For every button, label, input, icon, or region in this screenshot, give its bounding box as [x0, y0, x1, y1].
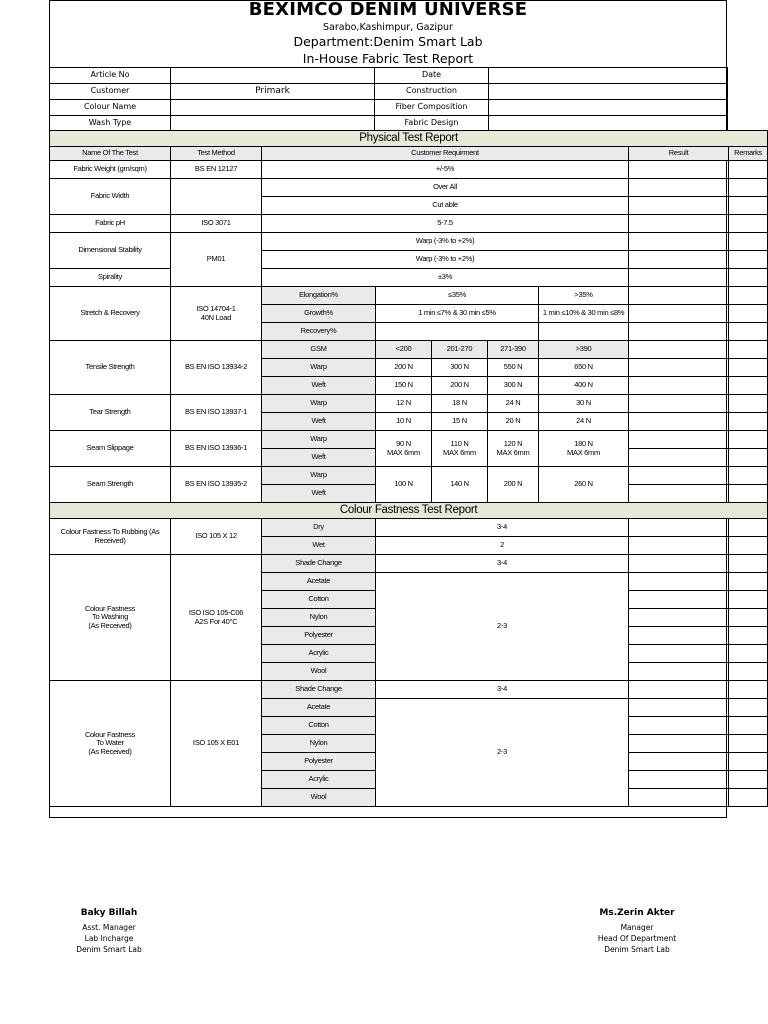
warp-label: Warp — [262, 431, 376, 449]
table-row — [50, 233, 768, 251]
seam-strength-method: BS EN ISO 13935-2 — [171, 467, 262, 503]
remarks-cell — [729, 699, 768, 717]
column-header-row — [50, 147, 768, 161]
fibre-label: Polyester — [262, 627, 376, 645]
result-cell — [629, 287, 729, 305]
fibre-label: Cotton — [262, 591, 376, 609]
col-test-method: Test Method — [171, 147, 262, 161]
result-cell — [629, 449, 729, 467]
fiber-composition-label: Fiber Composition — [375, 100, 489, 116]
result-cell — [629, 591, 729, 609]
shade-change-label: Shade Change — [262, 555, 376, 573]
fabric-width-method — [171, 179, 262, 215]
fibre-label: Nylon — [262, 609, 376, 627]
remarks-cell — [729, 519, 768, 537]
result-cell — [629, 215, 729, 233]
table-row — [50, 161, 768, 179]
table-row — [50, 269, 768, 287]
remarks-cell — [729, 323, 768, 341]
remarks-cell — [729, 395, 768, 413]
tensile-warp-value: 300 N — [432, 359, 488, 377]
slippage-force: 120 N — [503, 439, 523, 449]
fabric-width-req-cutable: Cut able — [262, 197, 629, 215]
table-row — [50, 341, 768, 359]
article-no-value — [171, 68, 375, 84]
fabric-weight-label: Fabric Weight (gm/sqm) — [50, 161, 171, 179]
fiber-composition-value — [489, 100, 728, 116]
rubbing-method: ISO 105 X 12 — [171, 519, 262, 555]
weft-label: Weft — [262, 449, 376, 467]
slippage-max: MAX 6mm — [496, 447, 530, 457]
remarks-cell — [729, 555, 768, 573]
wet-label: Wet — [262, 537, 376, 555]
seam-value: 200 N — [488, 467, 539, 503]
signer-title: Asst. Manager — [82, 923, 136, 932]
remarks-cell — [729, 609, 768, 627]
result-cell — [629, 251, 729, 269]
tear-strength-method: BS EN ISO 13937-1 — [171, 395, 262, 431]
customer-label: Customer — [50, 84, 171, 100]
stretch-recovery-label: Stretch & Recovery — [50, 287, 171, 341]
slippage-max: MAX 6mm — [387, 447, 420, 457]
result-cell — [629, 663, 729, 681]
fibre-label: Nylon — [262, 735, 376, 753]
tensile-warp-value: 550 N — [488, 359, 539, 377]
fibre-label: Acetate — [262, 573, 376, 591]
fabric-ph-label: Fabric pH — [50, 215, 171, 233]
table-row — [50, 215, 768, 233]
table-row — [50, 287, 768, 305]
fabric-weight-req: +/-5% — [262, 161, 629, 179]
tensile-strength-label: Tensile Strength — [50, 341, 171, 395]
table-row — [50, 395, 768, 413]
slippage-value — [432, 431, 488, 467]
stretch-recovery-method — [171, 287, 262, 341]
slippage-force: 180 N — [574, 439, 593, 449]
tear-warp-value: 18 N — [432, 395, 488, 413]
dry-label: Dry — [262, 519, 376, 537]
result-cell — [629, 645, 729, 663]
washing-line-2: To Washing — [92, 612, 128, 622]
result-cell — [629, 359, 729, 377]
tensile-weft-value: 150 N — [376, 377, 432, 395]
water-line-2: To Water — [96, 738, 124, 748]
col-result: Result — [629, 147, 729, 161]
report-title: In-House Fabric Test Report — [302, 51, 474, 66]
construction-label: Construction — [375, 84, 489, 100]
recovery-value-1 — [376, 323, 539, 341]
tensile-weft-value: 200 N — [432, 377, 488, 395]
fabric-width-req-overall: Over All — [262, 179, 629, 197]
remarks-cell — [729, 197, 768, 215]
signer-role: Head Of Department — [597, 934, 677, 943]
signature-left — [54, 908, 164, 955]
fabric-weight-method: BS EN 12127 — [171, 161, 262, 179]
result-cell — [629, 377, 729, 395]
remarks-cell — [729, 377, 768, 395]
result-cell — [629, 197, 729, 215]
fabric-ph-req: 5-7.5 — [262, 215, 629, 233]
washing-method — [171, 555, 262, 681]
col-customer-requirement: Customer Requirment — [262, 147, 629, 161]
tear-strength-label: Tear Strength — [50, 395, 171, 431]
remarks-cell — [729, 341, 768, 359]
result-cell — [629, 537, 729, 555]
signer-title: Manager — [620, 923, 654, 932]
result-cell — [629, 771, 729, 789]
remarks-cell — [729, 161, 768, 179]
fibre-label: Acetate — [262, 699, 376, 717]
dimensional-stability-label: Dimensional Stability — [50, 233, 171, 269]
rubbing-line-2: Received) — [94, 535, 126, 545]
result-cell — [629, 753, 729, 771]
washing-line-1: Colour Fastness — [84, 604, 136, 614]
table-row — [50, 681, 768, 699]
seam-slippage-method: BS EN ISO 13936-1 — [171, 431, 262, 467]
fibre-label: Wool — [262, 663, 376, 681]
slippage-value — [539, 431, 629, 467]
remarks-cell — [729, 753, 768, 771]
fibre-label: Acrylic — [262, 645, 376, 663]
result-cell — [629, 323, 729, 341]
slippage-value — [376, 431, 432, 467]
report-sheet — [49, 0, 762, 818]
gsm-range-3: 271-390 — [488, 341, 539, 359]
remarks-cell — [729, 771, 768, 789]
water-method: ISO 105 X E01 — [171, 681, 262, 807]
gsm-range-2: 201-270 — [432, 341, 488, 359]
tear-weft-value: 15 N — [432, 413, 488, 431]
fibre-label: Acrylic — [262, 771, 376, 789]
result-cell — [629, 699, 729, 717]
remarks-cell — [729, 251, 768, 269]
info-row — [50, 100, 728, 116]
physical-section-row — [50, 131, 768, 147]
seam-value: 100 N — [376, 467, 432, 503]
spirality-req: ±3% — [262, 269, 629, 287]
warp-label: Warp — [262, 467, 376, 485]
dimensional-req-1: Warp (-3% to +2%) — [262, 233, 629, 251]
slippage-max: MAX 6mm — [567, 447, 600, 457]
table-row — [50, 467, 768, 485]
remarks-cell — [729, 627, 768, 645]
physical-section-title: Physical Test Report — [50, 131, 768, 147]
warp-label: Warp — [262, 359, 376, 377]
remarks-cell — [729, 789, 768, 807]
washing-line-3: (As Received) — [88, 620, 132, 630]
colour-section-title: Colour Fastness Test Report — [50, 503, 768, 519]
remarks-cell — [729, 681, 768, 699]
result-cell — [629, 305, 729, 323]
result-cell — [629, 467, 729, 485]
dry-value: 3-4 — [376, 519, 629, 537]
info-row — [50, 68, 728, 84]
info-row — [50, 84, 728, 100]
gsm-range-4: >390 — [539, 341, 629, 359]
remarks-cell — [729, 287, 768, 305]
remarks-cell — [729, 413, 768, 431]
table-row — [50, 519, 768, 537]
seam-slippage-label: Seam Slippage — [50, 431, 171, 467]
remarks-cell — [729, 591, 768, 609]
result-cell — [629, 555, 729, 573]
recovery-label: Recovery% — [262, 323, 376, 341]
rubbing-line-1: Colour Fastness To Rubbing (As — [60, 527, 160, 537]
result-cell — [629, 161, 729, 179]
slippage-max: MAX 6mm — [443, 447, 476, 457]
fibre-label: Cotton — [262, 717, 376, 735]
remarks-cell — [729, 449, 768, 467]
remarks-cell — [729, 735, 768, 753]
seam-value: 260 N — [539, 467, 629, 503]
tear-warp-value: 30 N — [539, 395, 629, 413]
tear-weft-value: 24 N — [539, 413, 629, 431]
colour-name-label: Colour Name — [50, 100, 171, 116]
remarks-cell — [729, 215, 768, 233]
date-value — [489, 68, 728, 84]
remarks-cell — [729, 485, 768, 503]
fabric-width-label: Fabric Width — [50, 179, 171, 215]
tensile-weft-value: 400 N — [539, 377, 629, 395]
tear-weft-value: 10 N — [376, 413, 432, 431]
result-cell — [629, 609, 729, 627]
spirality-label: Spirality — [50, 269, 171, 287]
slippage-force: 110 N — [450, 439, 469, 449]
growth-value-2: 1 min ≤10% & 30 min ≤8% — [539, 305, 629, 323]
washing-label — [50, 555, 171, 681]
fibre-label: Polyester — [262, 753, 376, 771]
shade-change-label: Shade Change — [262, 681, 376, 699]
result-cell — [629, 269, 729, 287]
table-row — [50, 555, 768, 573]
tensile-warp-value: 200 N — [376, 359, 432, 377]
result-cell — [629, 395, 729, 413]
rubbing-label — [50, 519, 171, 555]
company-name: BEXIMCO DENIM UNIVERSE — [248, 0, 528, 20]
gsm-label: GSM — [262, 341, 376, 359]
elongation-value-2: >35% — [539, 287, 629, 305]
remarks-cell — [729, 573, 768, 591]
remarks-cell — [729, 233, 768, 251]
tensile-weft-value: 300 N — [488, 377, 539, 395]
table-row — [50, 179, 768, 197]
remarks-cell — [729, 305, 768, 323]
customer-value: Primark — [171, 84, 375, 100]
stretch-method-line-2: 40N Load — [200, 312, 232, 322]
result-cell — [629, 681, 729, 699]
result-cell — [629, 431, 729, 449]
date-label: Date — [375, 68, 489, 84]
remarks-cell — [729, 179, 768, 197]
tensile-warp-value: 650 N — [539, 359, 629, 377]
company-address: Sarabo,Kashimpur, Gazipur — [323, 22, 453, 33]
result-cell — [629, 233, 729, 251]
stretch-method-line-1: ISO 14704-1 — [196, 304, 236, 314]
remarks-cell — [729, 431, 768, 449]
result-cell — [629, 413, 729, 431]
tear-warp-value: 24 N — [488, 395, 539, 413]
growth-value-1: 1 min ≤7% & 30 min ≤5% — [376, 305, 539, 323]
seam-strength-label: Seam Strength — [50, 467, 171, 503]
colour-section-row — [50, 503, 768, 519]
department-title: Department:Denim Smart Lab — [293, 34, 483, 49]
fabric-design-label: Fabric Design — [375, 116, 489, 132]
result-cell — [629, 789, 729, 807]
remarks-cell — [729, 645, 768, 663]
warp-label: Warp — [262, 395, 376, 413]
remarks-cell — [729, 359, 768, 377]
gsm-range-1: <200 — [376, 341, 432, 359]
col-remarks: Remarks — [729, 147, 768, 161]
remarks-cell — [729, 717, 768, 735]
construction-value — [489, 84, 728, 100]
result-cell — [629, 179, 729, 197]
signer-lab: Denim Smart Lab — [76, 945, 142, 954]
fabric-ph-method: ISO 3071 — [171, 215, 262, 233]
washing-method-line-2: A2S For 40°C — [194, 616, 238, 626]
wet-value: 2 — [376, 537, 629, 555]
signer-role: Lab Incharge — [84, 934, 134, 943]
washing-method-line-1: ISO ISO 105-C06 — [188, 608, 244, 618]
result-cell — [629, 573, 729, 591]
result-cell — [629, 717, 729, 735]
result-cell — [629, 627, 729, 645]
water-line-3: (As Received) — [88, 746, 132, 756]
tear-warp-value: 12 N — [376, 395, 432, 413]
shade-change-value: 3-4 — [376, 555, 629, 573]
remarks-cell — [729, 269, 768, 287]
result-cell — [629, 519, 729, 537]
signer-name: Baky Billah — [80, 908, 138, 918]
recovery-value-2 — [539, 323, 629, 341]
staining-value: 2-3 — [376, 699, 629, 807]
remarks-cell — [729, 467, 768, 485]
colour-name-value — [171, 100, 375, 116]
weft-label: Weft — [262, 377, 376, 395]
shade-change-value: 3-4 — [376, 681, 629, 699]
seam-value: 140 N — [432, 467, 488, 503]
elongation-label: Elongation% — [262, 287, 376, 305]
fibre-label: Wool — [262, 789, 376, 807]
result-cell — [629, 341, 729, 359]
col-test-name: Name Of The Test — [50, 147, 171, 161]
water-label — [50, 681, 171, 807]
test-report-table — [49, 130, 768, 807]
table-row — [50, 431, 768, 449]
staining-value: 2-3 — [376, 573, 629, 681]
signer-lab: Denim Smart Lab — [604, 945, 670, 954]
remarks-cell — [729, 663, 768, 681]
weft-label: Weft — [262, 413, 376, 431]
dimensional-stability-method: PM01 — [171, 233, 262, 287]
result-cell — [629, 485, 729, 503]
tensile-strength-method: BS EN ISO 13934-2 — [171, 341, 262, 395]
fabric-info-table — [49, 67, 728, 132]
growth-label: Growth% — [262, 305, 376, 323]
weft-label: Weft — [262, 485, 376, 503]
result-cell — [629, 735, 729, 753]
slippage-force: 90 N — [396, 439, 411, 449]
article-no-label: Article No — [50, 68, 171, 84]
tear-weft-value: 20 N — [488, 413, 539, 431]
dimensional-req-2: Warp (-3% to +2%) — [262, 251, 629, 269]
remarks-cell — [729, 537, 768, 555]
signature-right — [582, 908, 692, 955]
slippage-value — [488, 431, 539, 467]
elongation-value-1: ≤35% — [376, 287, 539, 305]
wash-type-label: Wash Type — [50, 116, 171, 132]
signer-name: Ms.Zerin Akter — [599, 908, 675, 918]
water-line-1: Colour Fastness — [84, 730, 136, 740]
